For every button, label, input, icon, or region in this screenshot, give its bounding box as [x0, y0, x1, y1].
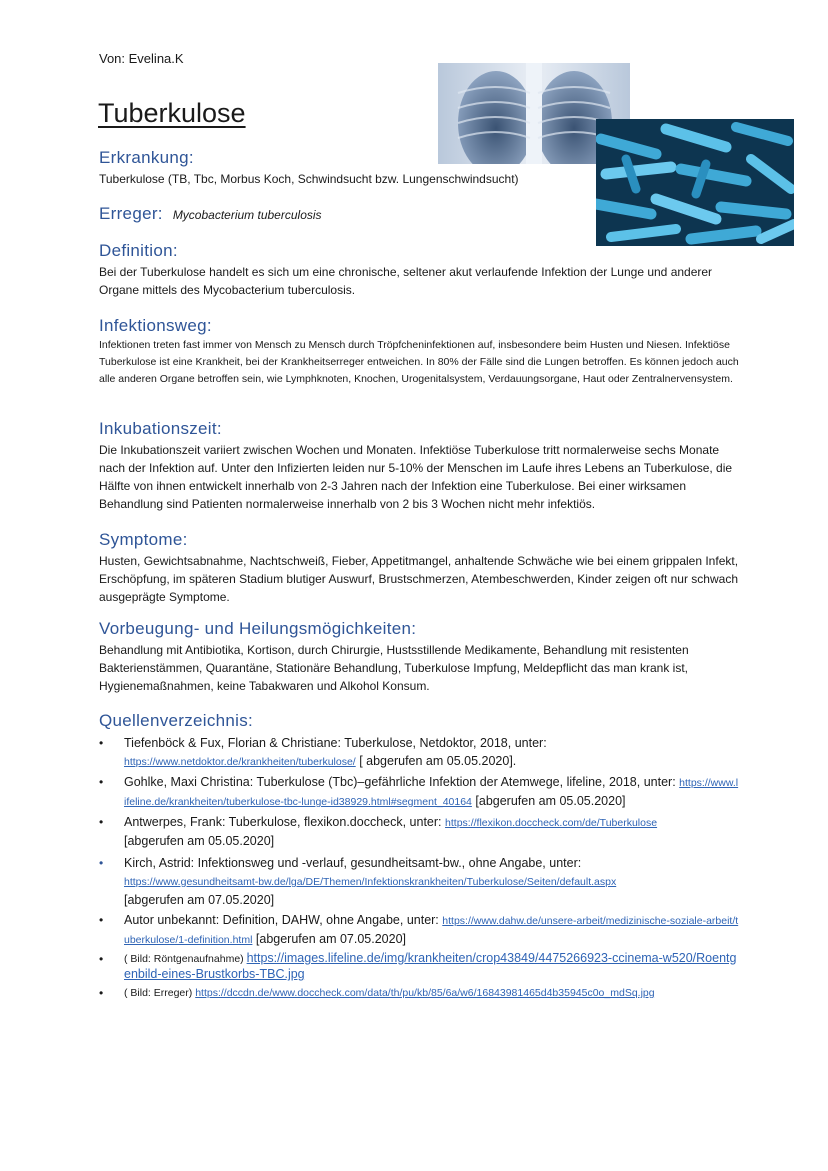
section-text-infektionsweg: Infektionen treten fast immer von Mensch zu Mensch durch Tröpfcheninfektionen auf, insbesondere beim Husten und Niesen. Infektiöse Tuberkulose ist eine Krankheit, bei der Krankheitserreger entweichen. In 80% der Fälle sind die Lungen betroffen. Es können jedoch auch alle anderen Organe betroffen sein, wie Lymphknoten, Knochen, Urogenitalsystem, Verdauungsorgane, Haut oder Zentralnervensystem. — [99, 339, 739, 385]
section-heading-erreger: Erreger: — [99, 204, 163, 223]
source-link[interactable]: https://www.netdoktor.de/krankheiten/tuberkulose/ — [124, 756, 356, 768]
bullet-icon: • — [99, 736, 104, 750]
source-item: • Autor unbekannt: Definition, DAHW, ohne Angabe, unter: https://www.dahw.de/unsere-arbeit/medizinische-soziale-arbeit/tuberkulose/1-definition.html [abgerufen am 07.05.2020] — [99, 913, 739, 946]
section-text-symptome: Husten, Gewichtsabnahme, Nachtschweiß, Fieber, Appetitmangel, anhaltende Schwäche wie bei einem grippalen Infekt, Erschöpfung, im späteren Stadium blutiger Auswurf, Brustschmerzen, Atembeschwerden, Kinder zeigen oft nur schwach ausgeprägte Symptome. — [99, 554, 739, 604]
bullet-icon: • — [99, 986, 104, 1000]
author-line: Von: Evelina.K — [99, 51, 184, 66]
section-heading-erkrankung: Erkrankung: — [99, 148, 194, 167]
source-link[interactable]: https://www.lifeline.de/krankheiten/tuberkulose-tbc-lunge-id38929.html#segment_40164 — [124, 777, 739, 808]
section-text-vorbeugung: Behandlung mit Antibiotika, Kortison, durch Chirurgie, Hustsstillende Medikamente, Behandlung mit resistenten Bakterienstämmen, Quarantäne, Stationäre Behandlung, Tuberkulose Impfung, Meldepflicht das man krank ist, Hygienemaßnahmen, keine Tabakwaren und Alkohol Konsum. — [99, 643, 689, 693]
section-text-erreger: Mycobacterium tuberculosis — [172, 208, 322, 222]
source-item: • ( Bild: Röntgenaufnahme) https://images.lifeline.de/img/krankheiten/crop43849/4475266923-ccinema-w520/Roentgenbild-eines-Brustkorbs-TBC.jpg — [99, 951, 737, 981]
bullet-icon: • — [99, 952, 104, 966]
source-item: • Tiefenböck & Fux, Florian & Christiane: Tuberkulose, Netdoktor, 2018, unter: https://www.netdoktor.de/krankheiten/tuberkulose/ [ abgerufen am 05.05.2020]. — [99, 736, 547, 768]
bullet-icon: • — [99, 913, 104, 927]
erreger-row — [99, 204, 322, 224]
source-item: • ( Bild: Erreger) https://dccdn.de/www.doccheck.com/data/th/pu/kb/85/6a/w6/16843981465d4b35945c0o_mdSq.jpg — [99, 986, 655, 1000]
document-title: Tuberkulose — [98, 98, 246, 128]
section-heading-infektionsweg: Infektionsweg: — [99, 316, 212, 335]
bullet-icon: • — [99, 856, 104, 870]
section-text-definition: Bei der Tuberkulose handelt es sich um eine chronische, seltener akut verlaufende Infektion der Lunge und anderer Organe mittels des Mycobacterium tuberculosis. — [99, 265, 713, 297]
source-link[interactable]: https://flexikon.doccheck.com/de/Tuberkulose — [445, 817, 658, 829]
source-link[interactable]: https://www.dahw.de/unsere-arbeit/medizinische-soziale-arbeit/tuberkulose/1-definition.html — [124, 915, 739, 946]
source-link[interactable]: https://www.gesundheitsamt-bw.de/lga/DE/Themen/Infektionskrankheiten/Tuberkulose/Seiten/default.aspx — [124, 876, 617, 888]
sources-list — [99, 734, 739, 1003]
source-item: • Kirch, Astrid: Infektionsweg und -verlauf, gesundheitsamt-bw., ohne Angabe, unter: https://www.gesundheitsamt-bw.de/lga/DE/Themen/Infektionskrankheiten/Tuberkulose/Seiten/default.aspx [abgerufen am 07.05.2020] — [99, 856, 617, 907]
source-item: • Antwerpes, Frank: Tuberkulose, flexikon.doccheck, unter: https://flexikon.doccheck.com/de/Tuberkulose [abgerufen am 05.05.2020] — [99, 815, 658, 848]
bullet-icon: • — [99, 815, 104, 829]
source-item: • Gohlke, Maxi Christina: Tuberkulose (Tbc)–gefährliche Infektion der Atemwege, lifeline, 2018, unter: https://www.lifeline.de/krankheiten/tuberkulose-tbc-lunge-id38929.html#segment_40164 [abgerufen am 05.05.2020] — [99, 775, 739, 808]
section-text-inkubationszeit: Die Inkubationszeit variiert zwischen Wochen und Monaten. Infektiöse Tuberkulose tritt normalerweise sechs Monate nach der Infektion auf. Unter den Infizierten leiden nur 5-10% der Menschen im Laufe ihres Lebens an Tuberkulose, die Hälfte von ihnen entwickelt innerhalb von 2-3 Jahren nach der Infektion eine Tuberkulose. Bei einer wirksamen Behandlung sind Patienten normalerweise innerhalb von 2 bis 3 Wochen nicht mehr infektiös. — [99, 443, 733, 511]
section-heading-vorbeugung: Vorbeugung- und Heilungsmögichkeiten: — [99, 619, 417, 638]
bullet-icon: • — [99, 775, 104, 789]
source-link[interactable]: https://dccdn.de/www.doccheck.com/data/th/pu/kb/85/6a/w6/16843981465d4b35945c0o_mdSq.jpg — [195, 987, 655, 999]
section-heading-inkubationszeit: Inkubationszeit: — [99, 419, 222, 438]
source-link[interactable]: https://images.lifeline.de/img/krankheiten/crop43849/4475266923-ccinema-w520/Roentgenbild-eines-Brustkorbs-TBC.jpg — [124, 951, 737, 981]
section-heading-quellen: Quellenverzeichnis: — [99, 711, 254, 730]
section-text-erkrankung: Tuberkulose (TB, Tbc, Morbus Koch, Schwindsucht bzw. Lungenschwindsucht) — [99, 172, 519, 186]
section-heading-symptome: Symptome: — [99, 530, 188, 549]
section-heading-definition: Definition: — [99, 241, 178, 260]
